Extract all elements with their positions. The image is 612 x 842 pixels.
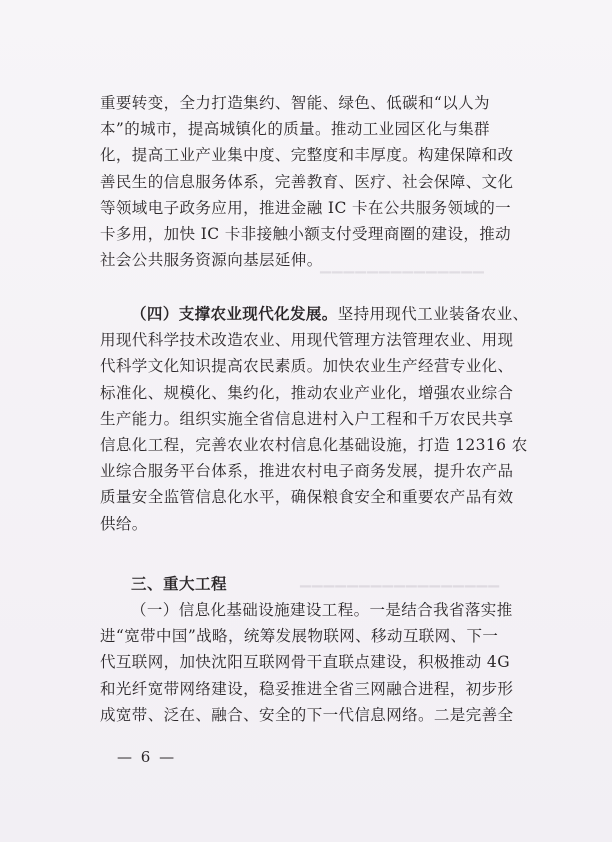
text-line: 代科学文化知识提高农民素质。加快农业生产经营专业化、 [100,357,514,376]
subsection-heading: （四）支撑农业现代化发展。 [131,304,338,323]
text-line: 善民生的信息服务体系，完善教育、医疗、社会保障、文化 [100,172,514,191]
text-line: 本”的城市，提高城镇化的质量。推动工业园区化与集群 [100,120,490,139]
section-heading: 三、重大工程 [131,574,228,593]
paragraph-block-2 [100,301,555,537]
text-line [100,301,555,327]
bleed-through-shadow: ▁▁▁▁▁▁▁▁▁▁▁▁▁▁ [320,258,485,274]
text-line: 和光纤宽带网络建设，稳妥推进全省三网融合进程，初步形 [100,679,514,698]
text-line: 进“宽带中国”战略，统筹发展物联网、移动互联网、下一 [100,627,499,646]
text-line: 社会公共服务资源向基层延伸。 [100,251,323,270]
paragraph-block-3 [100,597,555,728]
text-line: 代互联网，加快沈阳互联网骨干直联点建设，积极推动 4G [100,653,510,672]
text-line: 等领域电子政务应用，推进金融 IC 卡在公共服务领域的一 [100,198,512,217]
text-line: 用现代科学技术改造农业、用现代管理方法管理农业、用现 [100,331,514,350]
page-number: — 6 — [117,748,177,766]
text-line: 成宽带、泛在、融合、安全的下一代信息网络。二是完善全 [100,705,514,724]
text-line: 标准化、规模化、集约化，推动农业产业化，增强农业综合 [100,383,514,402]
text-line: 化，提高工业产业集中度、完整度和丰厚度。构建保障和改 [100,146,514,165]
text-line: 重要转变，全力打造集约、智能、绿色、低碳和“以人为 [100,94,490,112]
paragraph-block-1 [100,90,555,273]
text-line: 卡多用，加快 IC 卡非接触小额支付受理商圈的建设，推动 [100,225,512,244]
text-line: 生产能力。组织实施全省信息进村入户工程和千万农民共享 [100,409,514,428]
text-line: 信息化工程，完善农业农村信息化基础设施，打造 12316 农 [100,436,528,455]
text-run: 坚持用现代工业装备农业、 [337,305,529,323]
text-line: 供给。 [100,514,148,533]
text-line: 业综合服务平台体系，推进农村电子商务发展，提升农产品 [100,462,514,481]
bleed-through-shadow: ▁▁▁▁▁▁▁▁▁▁▁▁▁▁▁▁▁ [300,572,501,588]
text-line: 质量安全监管信息化水平，确保粮食安全和重要农产品有效 [100,488,514,507]
text-line: （一）信息化基础设施建设工程。一是结合我省落实推 [131,601,513,619]
